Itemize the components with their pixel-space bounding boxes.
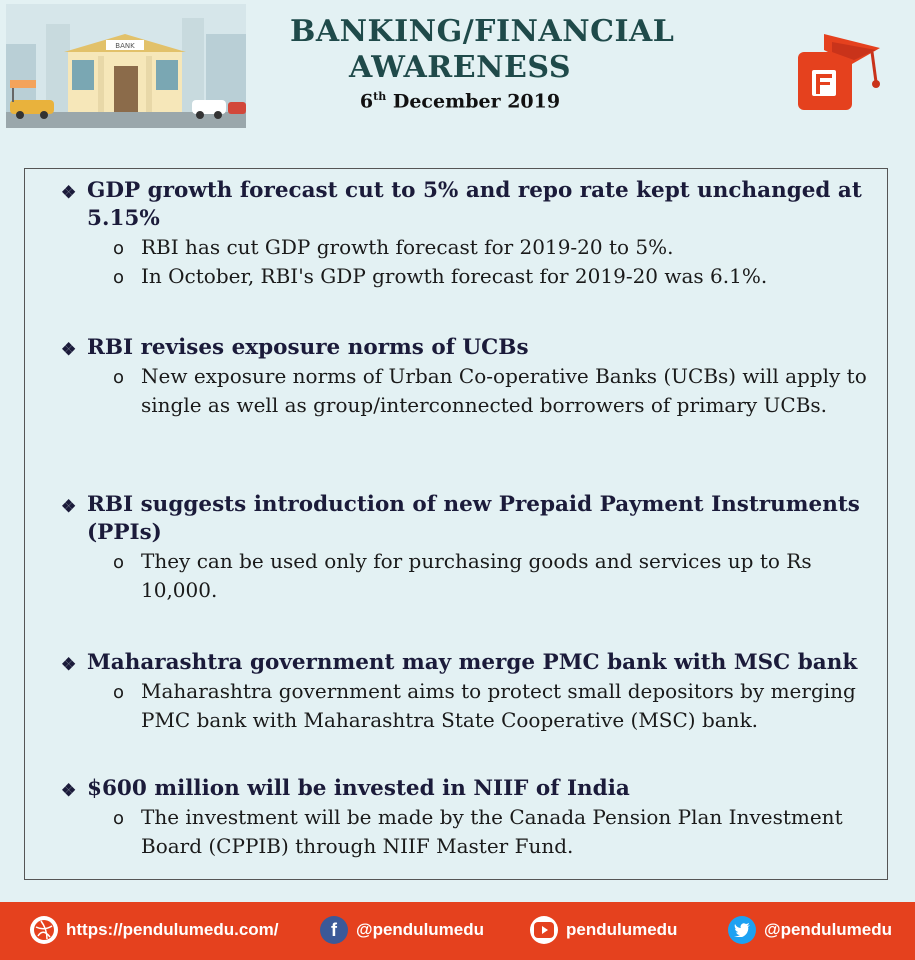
news-section-4 [25, 649, 889, 735]
youtube-icon [530, 916, 558, 944]
bullet-circle-icon: o [113, 682, 125, 703]
page-date [290, 90, 630, 112]
bullet-circle-icon: o [113, 267, 125, 288]
bullet-list [25, 362, 889, 420]
dribbble-icon [30, 916, 58, 944]
title-block [290, 14, 675, 113]
list-item-text: New exposure norms of Urban Co-operative Banks (UCBs) will apply to single as well as group/interconnected borrowers of primary UCBs. [141, 364, 867, 417]
list-item [25, 677, 889, 735]
bank-sign: BANK [115, 42, 135, 50]
list-item-text: In October, RBI's GDP growth forecast for 2019-20 was 6.1%. [141, 264, 768, 288]
date-suffix: th [373, 90, 387, 103]
bullet-diamond-icon: ❖ [61, 497, 77, 517]
date-rest: December 2019 [386, 90, 561, 113]
facebook-handle: @pendulumedu [356, 920, 485, 939]
youtube-handle: pendulumedu [566, 920, 678, 939]
date-day: 6 [359, 90, 374, 113]
list-item-text: Maharashtra government aims to protect small depositors by merging PMC bank with Maharashtra State Cooperative (MSC) bank. [141, 679, 856, 732]
list-item [25, 362, 889, 420]
news-content-box [24, 168, 888, 880]
section-heading-text: Maharashtra government may merge PMC bank with MSC bank [87, 650, 858, 675]
list-item-text: They can be used only for purchasing goods and services up to Rs 10,000. [141, 549, 812, 602]
youtube-link[interactable] [530, 916, 677, 944]
twitter-link[interactable] [728, 916, 892, 944]
bullet-list [25, 233, 889, 291]
header [0, 0, 915, 160]
bullet-list [25, 803, 889, 861]
website-url: https://pendulumedu.com/ [66, 920, 279, 939]
list-item-text: RBI has cut GDP growth forecast for 2019-20 to 5%. [141, 235, 674, 259]
section-heading-text: $600 million will be invested in NIIF of India [87, 776, 630, 801]
list-item [25, 262, 889, 291]
list-item [25, 233, 889, 262]
section-heading [25, 649, 889, 677]
section-heading-text: RBI revises exposure norms of UCBs [87, 335, 529, 360]
footer-bar [0, 902, 915, 960]
bullet-circle-icon: o [113, 238, 125, 259]
news-section-3 [25, 491, 889, 605]
section-heading-text: GDP growth forecast cut to 5% and repo rate kept unchanged at 5.15% [87, 178, 862, 231]
twitter-handle: @pendulumedu [764, 920, 893, 939]
list-item-text: The investment will be made by the Canada Pension Plan Investment Board (CPPIB) through NIIF Master Fund. [141, 805, 843, 858]
bullet-diamond-icon: ❖ [61, 340, 77, 360]
twitter-icon [728, 916, 756, 944]
page-title-line2: AWARENESS [348, 50, 572, 85]
bullet-circle-icon: o [113, 552, 125, 573]
bullet-diamond-icon: ❖ [61, 183, 77, 203]
list-item [25, 803, 889, 861]
bullet-circle-icon: o [113, 367, 125, 388]
bullet-list [25, 677, 889, 735]
section-heading [25, 491, 889, 547]
bullet-diamond-icon: ❖ [61, 655, 77, 675]
news-section-5 [25, 775, 889, 861]
section-heading [25, 177, 889, 233]
list-item [25, 547, 889, 605]
bullet-diamond-icon: ❖ [61, 781, 77, 801]
bullet-circle-icon: o [113, 808, 125, 829]
section-heading-text: RBI suggests introduction of new Prepaid Payment Instruments (PPIs) [87, 492, 860, 545]
news-section-2 [25, 334, 889, 420]
page-title-line1: BANKING/FINANCIAL [290, 14, 675, 49]
section-heading [25, 775, 889, 803]
graduation-cap-logo [792, 30, 882, 120]
bullet-list [25, 547, 889, 605]
bank-illustration [6, 4, 246, 128]
facebook-link[interactable] [320, 916, 484, 944]
website-link[interactable] [30, 916, 279, 944]
news-section-1 [25, 177, 889, 291]
section-heading [25, 334, 889, 362]
facebook-icon: f [320, 916, 348, 944]
